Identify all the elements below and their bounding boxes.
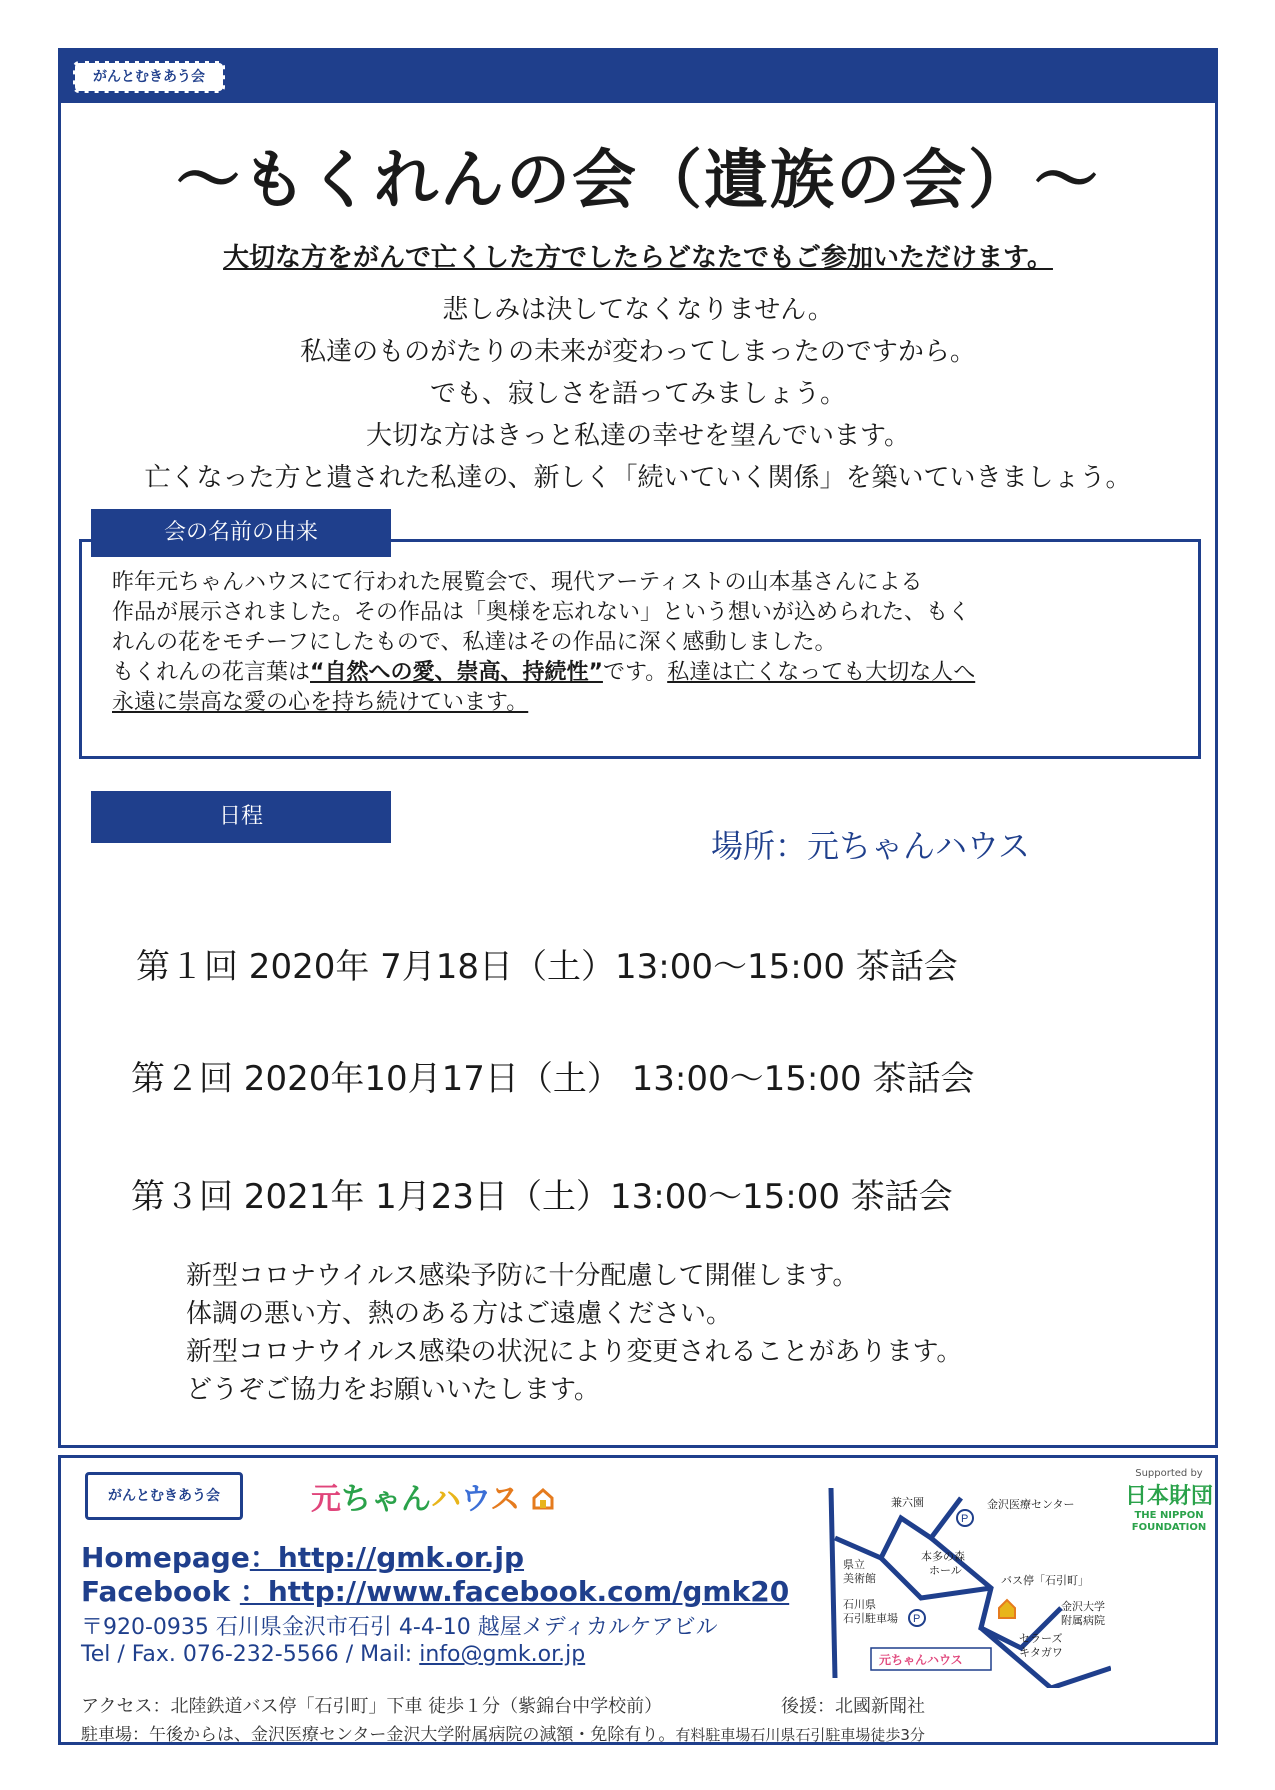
address: 〒920-0935 石川県金沢市石引 4-4-10 越屋メディカルケアビル [81,1615,718,1640]
poem [61,289,1215,499]
origin-line [112,658,1172,688]
subtitle: 大切な方をがんで亡くした方でしたらどなたでもご参加いただけます。 [223,243,1053,273]
map-label: 元ちゃんハウス [879,1653,963,1667]
poem-line: 悲しみは決してなくなりません。 [442,295,834,325]
flower-language: “自然への愛、崇高、持続性” [310,660,603,685]
origin-line-mid: です。 [602,660,668,685]
origin-text [112,568,1172,718]
facebook-link[interactable]: ：http://www.facebook.com/gmk20 [239,1575,790,1608]
schedule-tab: 日程 [91,791,391,843]
origin-line: 昨年元ちゃんハウスにて行われた展覧会で、現代アーティストの山本基さんによる [112,570,923,595]
map-label: 金沢大学 [1061,1601,1105,1613]
map-label: セラーズ [1019,1633,1063,1645]
map-label: 県立 [843,1559,865,1571]
poem-line: でも、寂しさを語ってみましょう。 [429,379,846,409]
svg-text:P: P [913,1613,921,1625]
org-badge: がんとむきあう会 [73,61,225,93]
homepage-link[interactable]: ：http://gmk.or.jp [249,1541,525,1574]
map-label: ホール [929,1565,962,1577]
notice-line: 新型コロナウイルス感染予防に十分配慮して開催します。 [186,1261,859,1291]
map-label: 附属病院 [1061,1615,1105,1627]
parking-info: 駐車場：午後からは、金沢医療センター金沢大学附属病院の減額・免除有り。有料駐車場石川県石引駐車場徒歩3分 [81,1725,925,1745]
map-house-icon [999,1600,1015,1618]
schedule-item: 第３回 2021年 1月23日（土）13:00～15:00 茶話会 [131,1177,953,1217]
notice-line: 新型コロナウイルス感染の状況により変更されることがあります。 [186,1337,963,1367]
origin-line-pre: もくれんの花言葉は [112,660,311,685]
house-icon [531,1487,555,1511]
support-info: 後援：北國新聞社 [781,1696,925,1717]
origin-line: 作品が展示されました。その作品は「奥様を忘れない」という想いが込められた、もく [112,600,971,625]
access-map [821,1478,1111,1688]
notice [186,1257,962,1409]
origin-tab: 会の名前の由来 [91,509,391,557]
nippon-foundation-logo: Supported by 日本財団 THE NIPPON FOUNDATION [1124,1468,1213,1533]
origin-line-underlined: 私達は亡くなっても大切な人へ [667,660,976,685]
access-info: アクセス：北陸鉄道バス停「石引町」下車 徒歩１分（紫錦台中学校前） [81,1696,663,1717]
homepage: Homepage：http://gmk.or.jp [81,1541,525,1574]
svg-text:P: P [961,1513,969,1525]
map-label: キタガワ [1019,1647,1063,1659]
map-label: 石川県 [843,1599,876,1611]
mail-link[interactable]: info@gmk.or.jp [419,1642,586,1667]
map-label: 石引駐車場 [843,1613,898,1625]
schedule-item: 第２回 2020年10月17日（土） 13:00～15:00 茶話会 [131,1059,975,1099]
venue: 場所：元ちゃんハウス [711,827,1031,865]
origin-line: れんの花をモチーフにしたもので、私達はその作品に深く感動しました。 [112,630,837,655]
footer [58,1455,1218,1745]
poem-line: 私達のものがたりの未来が変わってしまったのですから。 [300,337,976,367]
footer-org-badge: がんとむきあう会 [85,1472,243,1520]
page-title: ～もくれんの会（遺族の会）～ [176,144,1100,218]
poem-line: 亡くなった方と遺された私達の、新しく「続いていく関係」を築いていきましょう。 [144,463,1132,493]
brand-logo: 元ちゃんハウス [311,1474,555,1518]
top-band [61,51,1215,103]
map-label: 兼六園 [891,1497,924,1509]
origin-line: 永遠に崇高な愛の心を持ち続けています。 [112,690,529,715]
notice-line: 体調の悪い方、熱のある方はご遠慮ください。 [186,1299,733,1329]
contact: Tel / Fax. 076-232-5566 / Mail: info@gmk.or.jp [81,1642,586,1667]
main-flyer-frame [58,48,1218,1448]
map-label: 金沢医療センター [987,1499,1075,1511]
poem-line: 大切な方はきっと私達の幸せを望んでいます。 [366,421,910,451]
facebook: Facebook ：http://www.facebook.com/gmk20 [81,1575,790,1608]
notice-line: どうぞご協力をお願いいたします。 [186,1375,600,1405]
schedule-item: 第１回 2020年 7月18日（土）13:00～15:00 茶話会 [136,947,958,987]
map-label: 本多の森 [921,1551,965,1563]
map-label: 美術館 [843,1573,876,1585]
map-label: バス停「石引町」 [1001,1575,1089,1587]
origin-box [79,539,1201,759]
